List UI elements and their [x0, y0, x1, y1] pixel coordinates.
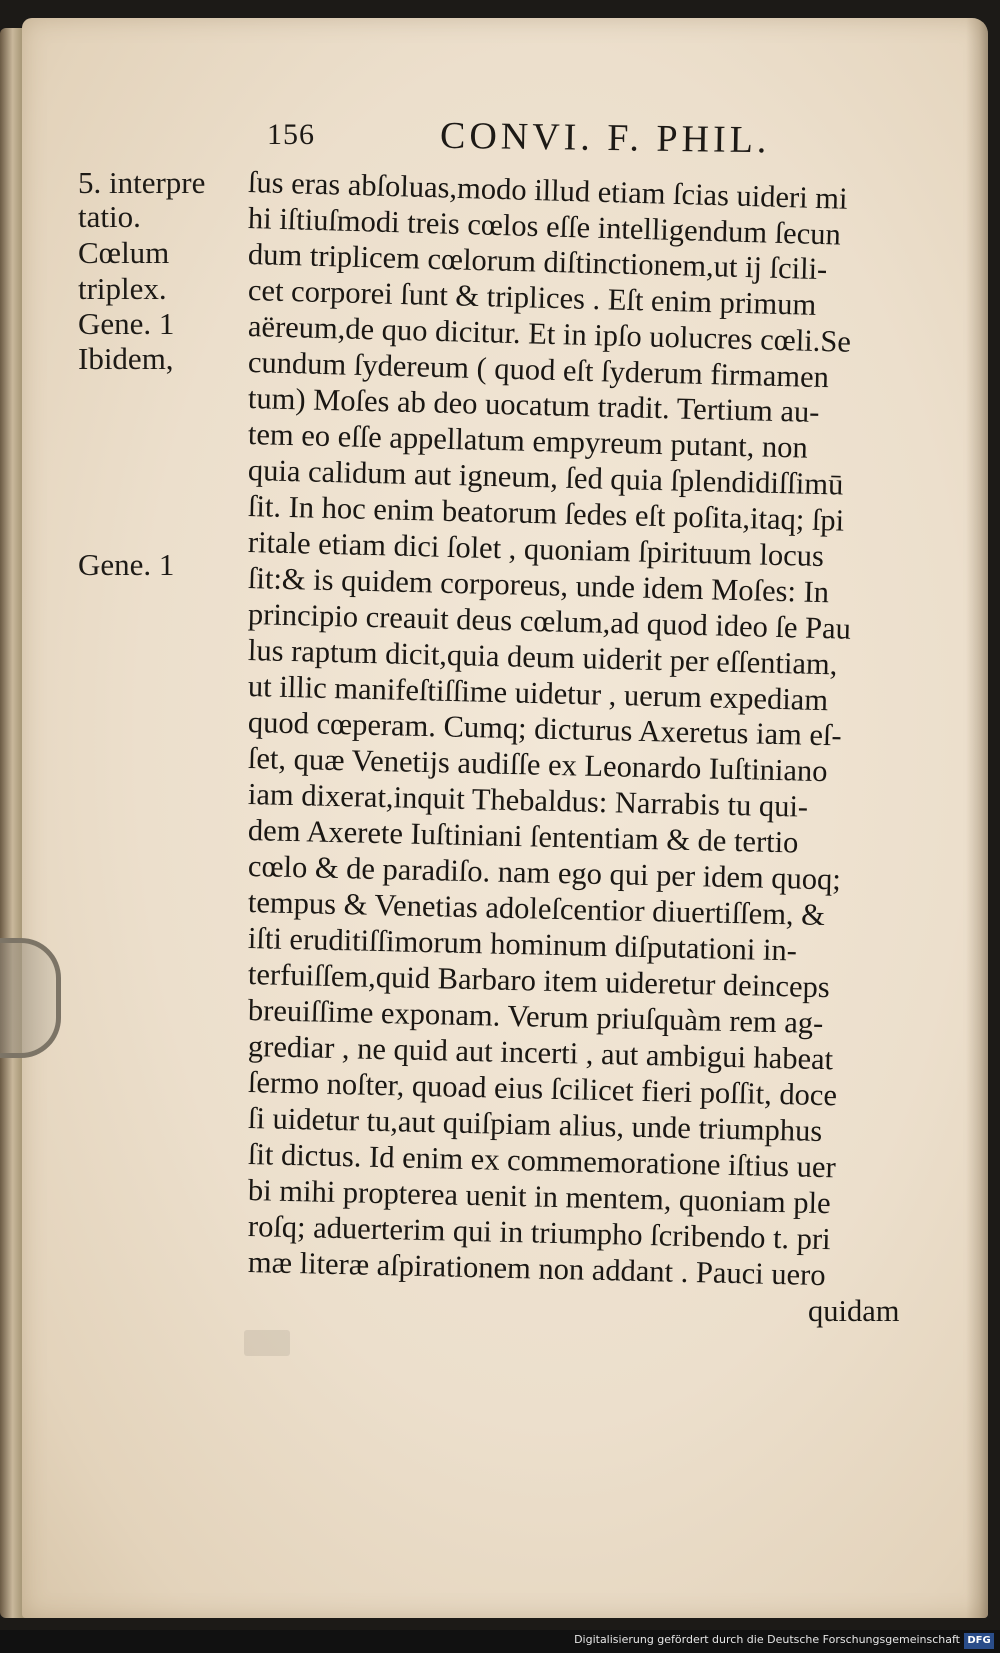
running-head: CONVI. F. PHIL.	[439, 114, 771, 162]
text-line: lus raptum dicit,quia deum uiderit per eſſentiam,	[247, 633, 838, 682]
text-line: principio creauit deus cœlum,ad quod ideo ſe Pau	[247, 597, 852, 646]
text-line: ſit dictus. Id enim ex commemoratione iſtius uer	[247, 1137, 837, 1185]
dfg-logo: DFG	[964, 1633, 994, 1649]
text-line: iam dixerat,inquit Thebaldus: Narrabis tu qui-	[247, 777, 809, 824]
text-line: dum triplicem cœlorum diſtinctionem,ut ij ſcili-	[247, 237, 828, 287]
text-line: dem Axerete Iuſtiniani ſententiam & de tertio	[247, 813, 799, 860]
text-line: aëreum,de quo dicitur. Et in ipſo uolucres cœli.Se	[247, 309, 852, 359]
text-line: tem eo eſſe appellatum empyreum putant, non	[247, 417, 809, 465]
margin-note: Gene. 1	[78, 547, 175, 582]
text-line: iſti eruditiſſimorum hominum diſputationi in-	[247, 921, 798, 968]
text-line: ritale etiam dici ſolet , quoniam ſpirituum locus	[247, 525, 825, 574]
digitization-footer	[0, 1630, 1000, 1653]
text-line: tempus & Venetias adoleſcentior diuertiſſem, &	[247, 885, 826, 933]
book-page	[22, 18, 988, 1618]
margin-note: 5. interpre	[78, 165, 206, 200]
book-clasp	[0, 938, 61, 1058]
text-line: quia calidum aut igneum, ſed quia ſplendidiſſimū	[247, 453, 844, 502]
text-line: grediar , ne quid aut incerti , aut ambigui habeat	[247, 1029, 834, 1077]
text-line: tum) Moſes ab deo uocatum tradit. Tertium au-	[247, 381, 820, 429]
text-line: ſit. In hoc enim beatorum ſedes eſt poſita,itaq; ſpi	[247, 489, 845, 538]
text-line: bi mihi propterea uenit in mentem, quoniam ple	[247, 1173, 832, 1221]
page-edge-shadow	[966, 18, 988, 1618]
text-line: breuiſſime exponam. Verum priuſquàm rem ag-	[247, 993, 824, 1041]
text-line: ut illic manifeſtiſſime uidetur , uerum expediam	[247, 669, 829, 718]
catchword: quidam	[808, 1294, 900, 1328]
text-line: roſq; aduerterim qui in triumpho ſcribendo t. pri	[247, 1209, 832, 1257]
text-line: mæ literæ aſpirationem non addant . Pauci uero	[247, 1245, 826, 1293]
text-line: quod cœperam. Cumq; dicturus Axeretus iam eſ-	[247, 705, 843, 753]
margin-note: Cœlum	[78, 235, 170, 270]
body-text	[248, 164, 968, 1414]
text-line: ſus eras abſoluas,modo illud etiam ſcias uideri mi	[247, 165, 848, 216]
margin-note: tatio.	[78, 199, 141, 234]
text-line: cundum ſydereum ( quod eſt ſyderum firmamen	[247, 345, 830, 395]
text-line: cet corporei ſunt & triplices . Eſt enim primum	[247, 273, 817, 322]
margin-note: triplex.	[78, 271, 167, 306]
margin-notes	[78, 166, 258, 1266]
text-line: cœlo & de paradiſo. nam ego qui per idem quoq;	[247, 849, 842, 897]
margin-note: Gene. 1	[78, 306, 175, 341]
text-line: hi iſtiuſmodi treis cœlos eſſe intelligendum ſecun	[247, 201, 842, 252]
text-line: ſet, quæ Venetijs audiſſe ex Leonardo Iuſtiniano	[247, 741, 828, 789]
page-header	[22, 116, 988, 166]
bleed-through-mark	[244, 1330, 290, 1356]
text-line: ſit:& is quidem corporeus, unde idem Moſes: In	[247, 561, 830, 610]
text-line: terfuiſſem,quid Barbaro item uideretur deinceps	[247, 957, 831, 1005]
footer-credit: Digitalisierung gefördert durch die Deutsche Forschungsgemeinschaft	[574, 1633, 960, 1646]
text-line: ſermo noſter, quoad eius ſcilicet fieri poſſit, doce	[247, 1065, 838, 1113]
page-number: 156	[267, 118, 315, 151]
margin-note: Ibidem,	[78, 341, 174, 376]
text-line: ſi uidetur tu,aut quiſpiam alius, unde triumphus	[247, 1101, 823, 1149]
